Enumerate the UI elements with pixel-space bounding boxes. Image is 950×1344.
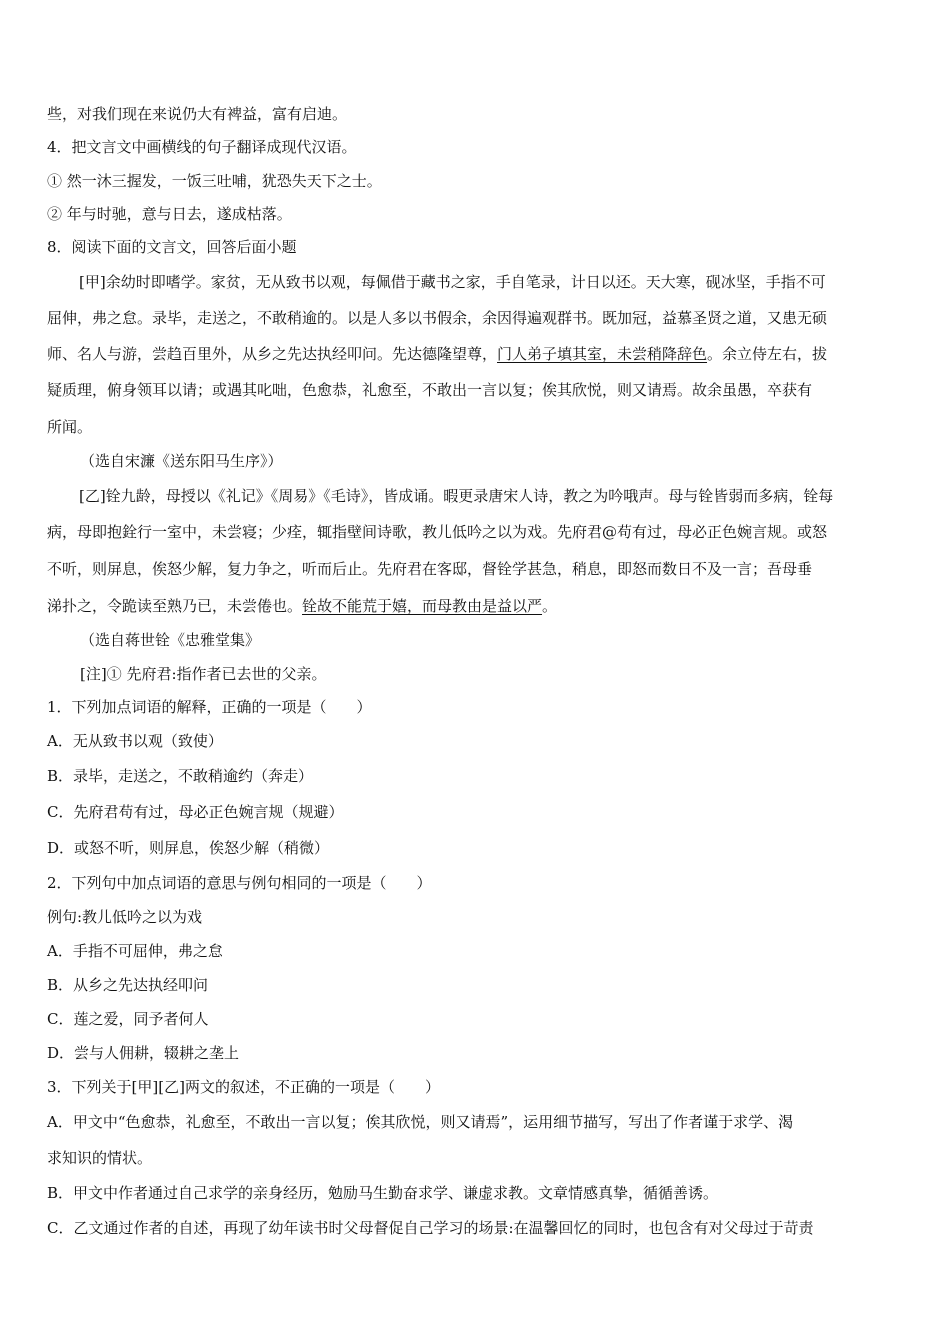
q8-title: 8．阅读下面的文言文，回答后面小题: [47, 238, 297, 256]
passage-b-note: [注]① 先府君:指作者已去世的父亲。: [80, 665, 327, 683]
q2-option-d: D．尝与人佣耕，辍耕之垄上: [47, 1044, 240, 1062]
q4-item-1: ① 然一沐三握发，一饭三吐哺，犹恐失天下之士。: [47, 172, 382, 190]
q1-option-c: C．先府君苟有过，母必正色婉言规（规避）: [47, 803, 344, 821]
q2-option-b: B．从乡之先达执经叩问: [47, 976, 209, 994]
q2-example: 例句:教儿低吟之以为戏: [47, 908, 203, 926]
q1-option-d: D．或怒不听，则屏息，俟怒少解（稍微）: [47, 839, 330, 857]
passage-b-source: （选自蒋世铨《忠雅堂集》: [80, 631, 261, 649]
carryover-text: 些，对我们现在来说仍大有裨益，富有启迪。: [47, 105, 348, 123]
passage-b-line-1: [乙]铨九龄，母授以《礼记》《周易》《毛诗》，皆成诵。暇更录唐宋人诗，教之为吟哦声。母与铨皆弱而多病，铨每: [79, 487, 834, 505]
q2-prompt: 2．下列句中加点词语的意思与例句相同的一项是（ ）: [47, 874, 432, 892]
q4-prompt: 4．把文言文中画横线的句子翻译成现代汉语。: [47, 138, 357, 156]
q3-option-a-line-2: 求知识的情状。: [47, 1149, 153, 1167]
q1-prompt: 1．下列加点词语的解释，正确的一项是（ ）: [47, 698, 372, 716]
q3-option-a-line-1: A．甲文中“色愈恭，礼愈至，不敢出一言以复；俟其欣悦，则又请焉”，运用细节描写，写出了作者谨于求学、渴: [47, 1113, 794, 1131]
q1-option-b: B．录毕，走送之，不敢稍逾约（奔走）: [47, 767, 314, 785]
passage-a-line-3: [47, 344, 827, 364]
q2-option-c: C．莲之爱，同予者何人: [47, 1010, 209, 1028]
passage-b-line-4-end: 。: [542, 597, 558, 615]
passage-a-source: （选自宋濂《送东阳马生序》）: [80, 452, 283, 470]
passage-b-line-2: 病，母即抱銓行一室中，未尝寝；少痊，辄指壁间诗歌，教儿低吟之以为戏。先府君@苟有过，母必正色婉言规。或怒: [47, 523, 828, 541]
passage-a-line-3-end: 。余立侍左右，拔: [707, 345, 828, 363]
passage-a-line-4: 疑质理，俯身领耳以请；或遇其叱咄，色愈恭，礼愈至，不敢出一言以复；俟其欣悦，则又请焉。故余虽愚，卒获有: [47, 381, 813, 399]
passage-a-line-1: [甲]余幼时即嗜学。家贫，无从致书以观，每佩借于藏书之家，手自笔录，计日以还。天大寒，砚冰坚，手指不可: [79, 273, 826, 291]
q2-option-a: A．手指不可屈伸，弗之怠: [47, 942, 223, 960]
q1-option-a: A．无从致书以观（致使）: [47, 732, 223, 750]
q4-item-2: ② 年与时驰，意与日去，遂成枯落。: [47, 205, 292, 223]
q3-option-c: C．乙文通过作者的自述，再现了幼年读书时父母督促自己学习的场景:在温馨回忆的同时，也包含有对父母过于苛责: [47, 1219, 814, 1237]
passage-a-line-3-start: 师、名人与游，尝趋百里外，从乡之先达执经叩问。先达德隆望尊，: [47, 345, 498, 363]
passage-b-line-4: [47, 596, 557, 616]
passage-a-line-5: 所闻。: [47, 418, 93, 436]
passage-b-line-3: 不听，则屏息，俟怒少解，复力争之，听而后止。先府君在客邸，督铨学甚急，稍息，即怒而数日不及一言；吾母垂: [47, 560, 813, 578]
passage-a-underlined-sentence: 门人弟子填其室，未尝稍降辞色: [497, 345, 708, 363]
passage-b-underlined-sentence: 铨故不能荒于嬉，而母教由是益以严: [302, 597, 543, 615]
q3-prompt: 3．下列关于[甲][乙]两文的叙述，不正确的一项是（ ）: [47, 1078, 440, 1096]
q3-option-b: B．甲文中作者通过自己求学的亲身经历，勉励马生勤奋求学、谦虚求教。文章情感真挚，循循善诱。: [47, 1184, 719, 1202]
passage-a-line-2: 屈伸，弗之怠。录毕，走送之，不敢稍逾的。以是人多以书假余，余因得遍观群书。既加冠，益慕圣贤之道，又患无硕: [47, 309, 828, 327]
passage-b-line-4-start: 涕扑之，令跪读至熟乃已，未尝倦也。: [47, 597, 303, 615]
